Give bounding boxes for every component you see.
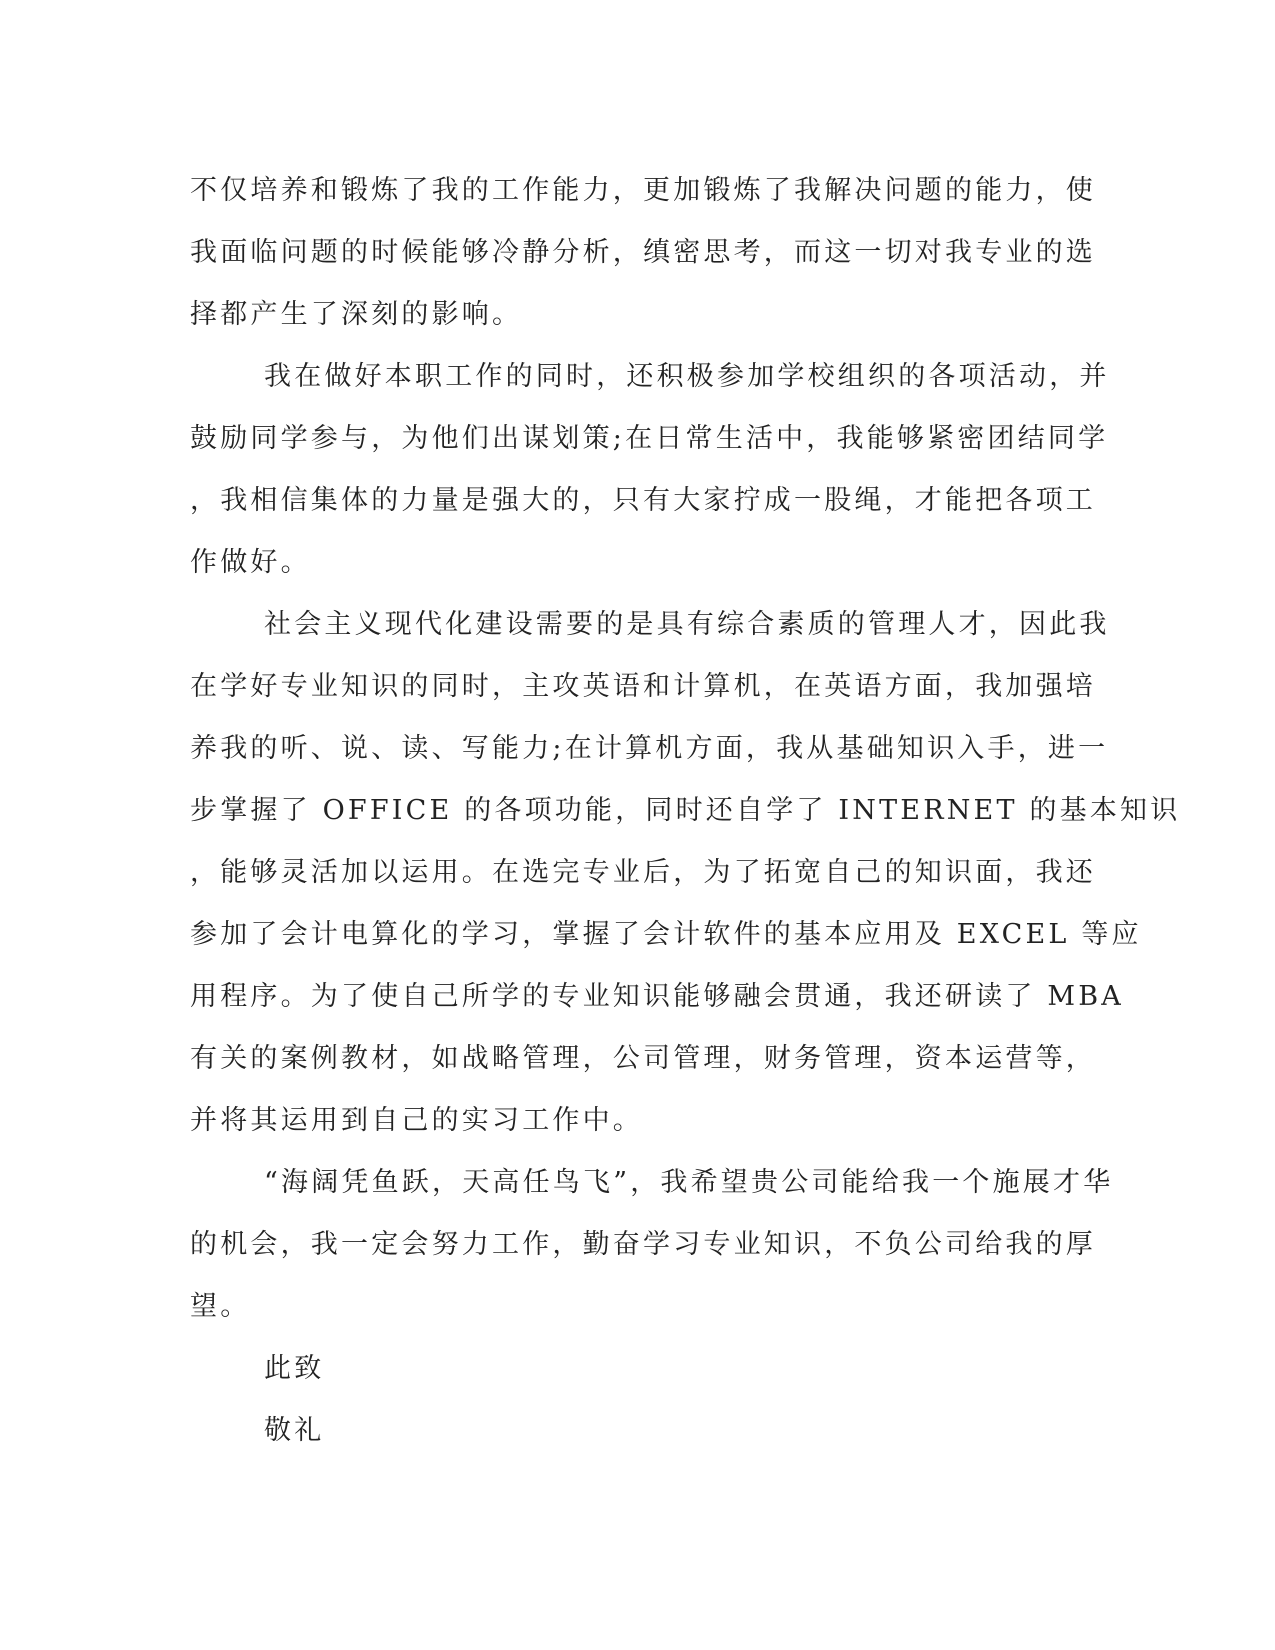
text-line: 此致 [264,1353,325,1384]
text-line: 不仅培养和锻炼了我的工作能力，更加锻炼了我解决问题的能力，使 [190,175,1096,206]
text-line: 择都产生了深刻的影响。 [190,299,523,330]
text-line: 鼓励同学参与，为他们出谋划策;在日常生活中，我能够紧密团结同学 [190,423,1109,454]
text-line: “海阔凭鱼跃，天高任鸟飞”，我希望贵公司能给我一个施展才华 [264,1167,1114,1198]
text-line: 的机会，我一定会努力工作，勤奋学习专业知识，不负公司给我的厚 [190,1229,1096,1260]
text-line: 养我的听、说、读、写能力;在计算机方面，我从基础知识入手，进一 [190,733,1109,764]
text-line: 在学好专业知识的同时，主攻英语和计算机，在英语方面，我加强培 [190,671,1096,702]
text-line: 步掌握了 OFFICE 的各项功能，同时还自学了 INTERNET 的基本知识 [190,795,1181,826]
text-line: 用程序。为了使自己所学的专业知识能够融会贯通，我还研读了 MBA [190,981,1124,1012]
letter-body [190,160,1181,1462]
text-line: 我面临问题的时候能够冷静分析，缜密思考，而这一切对我专业的选 [190,237,1096,268]
text-line: 望。 [190,1291,251,1322]
text-line: 参加了会计电算化的学习，掌握了会计软件的基本应用及 EXCEL 等应 [190,919,1142,950]
text-line: 社会主义现代化建设需要的是具有综合素质的管理人才，因此我 [264,609,1110,640]
text-line: ，能够灵活加以运用。在选完专业后，为了拓宽自己的知识面，我还 [190,857,1096,888]
text-line: 并将其运用到自己的实习工作中。 [190,1105,643,1136]
text-line: 敬礼 [264,1415,325,1446]
text-line: 我在做好本职工作的同时，还积极参加学校组织的各项活动，并 [264,361,1110,392]
text-line: 作做好。 [190,547,311,578]
text-line: ，我相信集体的力量是强大的，只有大家拧成一股绳，才能把各项工 [190,485,1096,516]
text-line: 有关的案例教材，如战略管理，公司管理，财务管理，资本运营等， [190,1043,1096,1074]
